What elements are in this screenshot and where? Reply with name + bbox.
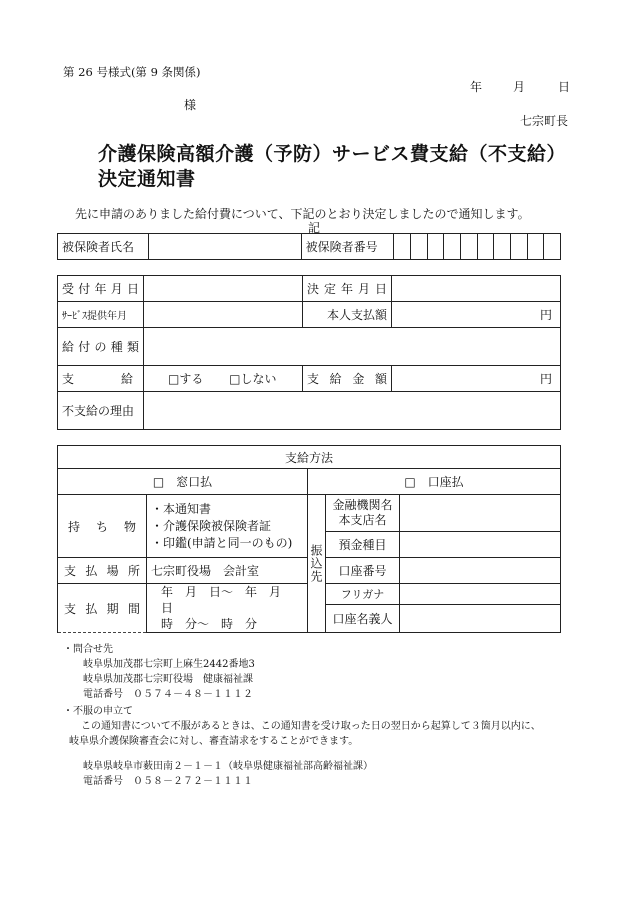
refusal-reason-label: 不支給の理由 — [58, 392, 144, 430]
appeal-phone: 電話番号 ０５８－２７２－１１１１ — [83, 776, 253, 787]
furigana-label: フリガナ — [326, 584, 400, 605]
payment-amount-field[interactable]: 円 — [392, 366, 561, 392]
document-title: 介護保険高額介護（予防）サービス費支給（不支給）決定通知書 — [98, 143, 557, 190]
bank-name-label: 金融機関名 本支店名 — [326, 495, 400, 532]
payment-period-label: 支 払 期 間 — [58, 584, 147, 633]
payment-label: 支 給 — [58, 366, 144, 392]
decision-date-label: 決 定 年 月 日 — [303, 276, 392, 302]
insured-number-digit[interactable] — [460, 234, 477, 260]
account-number-label: 口座番号 — [326, 558, 400, 584]
deposit-type-label: 預金種目 — [326, 532, 400, 558]
receipt-date-label: 受 付 年 月 日 — [58, 276, 144, 302]
appeal-section — [63, 704, 541, 789]
self-payment-label: 本人支払額 — [303, 302, 392, 328]
appeal-address: 岐阜県岐阜市薮田南２－１－１（岐阜県健康福祉部高齢福祉課） — [83, 761, 373, 772]
decision-table — [57, 275, 561, 430]
bring-items-list — [147, 495, 308, 558]
option-no-checkbox[interactable]: □しない — [229, 372, 277, 386]
option-yes-checkbox[interactable]: □する — [168, 372, 204, 386]
insured-number-digit[interactable] — [394, 234, 411, 260]
payment-place-value: 七宗町役場 会計室 — [147, 558, 308, 584]
account-number-field[interactable] — [400, 558, 561, 584]
account-holder-label: 口座名義人 — [326, 605, 400, 633]
payment-method-table — [57, 445, 561, 633]
appeal-text: 岐阜県介護保険審査会に対し、審査請求をすることができます。 — [69, 736, 359, 747]
insured-number-digit[interactable] — [494, 234, 511, 260]
payment-options — [144, 366, 303, 392]
bring-items-label: 持 ち 物 — [58, 495, 147, 558]
insured-number-digit[interactable] — [411, 234, 428, 260]
inquiry-heading: ・問合せ先 — [63, 644, 113, 655]
inquiry-office: 岐阜県加茂郡七宗町役場 健康福祉課 — [83, 674, 253, 685]
benefit-type-label: 給 付 の 種 類 — [58, 328, 144, 366]
payment-amount-label: 支 給 金 額 — [303, 366, 392, 392]
issuer: 七宗町長 — [520, 114, 569, 128]
appeal-text: この通知書について不服があるときは、この通知書を受け取った日の翌日から起算して３箇月以内に、 — [81, 721, 541, 732]
insured-number-label: 被保険者番号 — [301, 234, 394, 260]
date-month: 月 — [513, 80, 526, 94]
decision-date-field[interactable] — [392, 276, 561, 302]
date-year: 年 — [470, 80, 483, 94]
insured-name-field[interactable] — [148, 234, 301, 260]
bring-item: ・介護保険被保険者証 — [151, 518, 272, 533]
form-number: 第 26 号様式(第 9 条関係) — [63, 65, 201, 79]
benefit-type-field[interactable] — [144, 328, 561, 366]
refusal-reason-field[interactable] — [144, 392, 561, 430]
receipt-date-field[interactable] — [144, 276, 303, 302]
deposit-type-field[interactable] — [400, 532, 561, 558]
addressee-suffix: 様 — [184, 98, 197, 112]
account-payment-option[interactable]: □ 口座払 — [308, 469, 561, 495]
payment-place-label: 支 払 場 所 — [58, 558, 147, 584]
account-holder-field[interactable] — [400, 605, 561, 633]
insured-number-digit[interactable] — [510, 234, 527, 260]
bring-item: ・印鑑(申請と同一のもの) — [151, 535, 293, 550]
insured-table — [57, 233, 561, 260]
counter-payment-option[interactable]: □ 窓口払 — [58, 469, 308, 495]
transfer-to-label: 振込先 — [308, 495, 326, 633]
lead-text: 先に申請のありました給付費について、下記のとおり決定しましたので通知します。 — [75, 207, 530, 221]
bank-name-field[interactable] — [400, 495, 561, 532]
insured-number-digit[interactable] — [544, 234, 561, 260]
inquiry-address: 岐阜県加茂郡七宗町上麻生2442番地3 — [83, 659, 255, 670]
inquiry-phone: 電話番号 ０５７４－４８－１１１２ — [83, 689, 253, 700]
insured-name-label: 被保険者氏名 — [58, 234, 149, 260]
insured-number-digit[interactable] — [477, 234, 494, 260]
insured-number-digit[interactable] — [527, 234, 544, 260]
bring-item: ・本通知書 — [151, 501, 212, 516]
payment-method-header: 支給方法 — [58, 446, 561, 469]
furigana-field[interactable] — [400, 584, 561, 605]
service-month-label: ｻｰﾋﾞｽ提供年月 — [58, 302, 144, 328]
payment-period-value[interactable]: 年 月 日～ 年 月 日 時 分～ 時 分 — [147, 584, 308, 633]
service-month-field[interactable] — [144, 302, 303, 328]
date-day: 日 — [558, 80, 571, 94]
appeal-heading: ・不服の申立て — [63, 706, 133, 717]
self-payment-field[interactable]: 円 — [392, 302, 561, 328]
inquiry-section — [63, 642, 255, 702]
insured-number-digit[interactable] — [444, 234, 461, 260]
insured-number-digit[interactable] — [427, 234, 444, 260]
ki-mark: 記 — [308, 221, 321, 235]
